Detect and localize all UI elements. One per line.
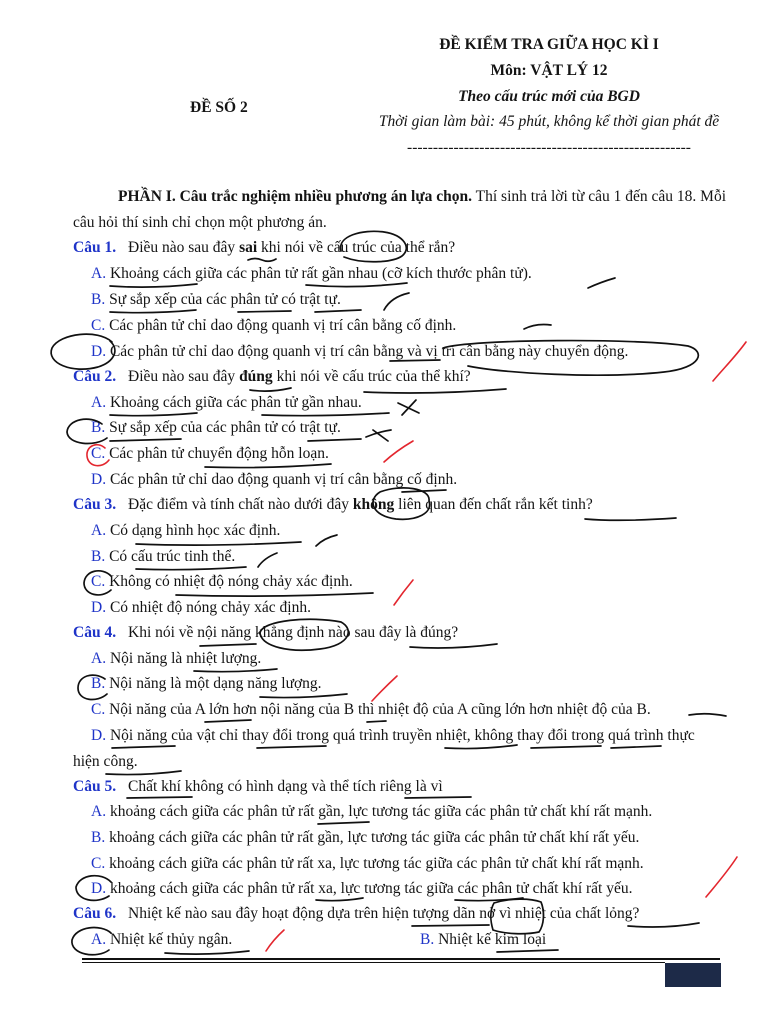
option-text: Nội năng của vật chỉ thay đổi trong quá trình truyền nhiệt, không thay đổi trong quá trình thực hiện công. <box>73 727 695 770</box>
option-letter: D. <box>91 727 107 744</box>
option-letter: C. <box>91 855 106 872</box>
option-text: khoảng cách giữa các phân tử rất gần, lực tương tác giữa các phân tử chất khí rất mạnh. <box>109 803 653 820</box>
exam-title: ĐỀ KIỂM TRA GIỮA HỌC KÌ I <box>439 36 659 53</box>
option-text: Khoảng cách giữa các phân tử rất gần nhau (cỡ kích thước phân tử). <box>109 265 532 282</box>
option-text: khoảng cách giữa các phân tử rất xa, lực tương tác giữa các phân tử chất khí rất yếu. <box>109 880 633 897</box>
option-text: Các phân tử chỉ dao động quanh vị trí cân bằng cố định. <box>109 317 457 334</box>
question-6-stem <box>73 901 639 927</box>
option-letter: B. <box>91 548 106 565</box>
pen-tick <box>588 278 615 288</box>
question-emphasis: đúng <box>239 368 273 385</box>
red-check <box>394 580 413 605</box>
option-letter: A. <box>91 265 107 282</box>
option-text: Khoảng cách giữa các phân tử gần nhau. <box>109 394 362 411</box>
option-letter: A. <box>91 650 107 667</box>
question-3-option-d <box>91 595 311 621</box>
option-text: Có cấu trúc tinh thể. <box>109 548 236 565</box>
option-letter: C. <box>91 317 106 334</box>
page-number-box <box>665 963 721 987</box>
red-check <box>713 342 746 381</box>
option-text: khoảng cách giữa các phân tử rất gần, lực tương tác giữa các phân tử chất khí rất yếu. <box>109 829 640 846</box>
option-text: Các phân tử chỉ dao động quanh vị trí cân bằng cố định. <box>109 471 458 488</box>
option-letter: D. <box>91 343 107 360</box>
exam-structure-note: Theo cấu trúc mới của BGD <box>458 88 640 105</box>
option-text: Có dạng hình học xác định. <box>109 522 281 539</box>
question-label: Câu 3. <box>73 496 117 513</box>
question-6-option-a <box>91 927 232 953</box>
question-5-option-c <box>91 851 644 877</box>
question-emphasis: sai <box>239 239 258 256</box>
option-letter: A. <box>91 394 107 411</box>
question-label: Câu 6. <box>73 905 117 922</box>
option-text: Sự sắp xếp của các phân tử có trật tự. <box>109 419 341 436</box>
question-4-option-d <box>73 723 718 775</box>
option-letter: C. <box>91 573 106 590</box>
question-label: Câu 5. <box>73 778 117 795</box>
option-text: Nội năng là một dạng năng lượng. <box>109 675 322 692</box>
question-text <box>128 496 593 513</box>
option-text: Các phân tử chuyển động hỗn loạn. <box>109 445 329 462</box>
question-text-part: khi nói về cấu trúc của thể rắn? <box>257 239 456 256</box>
pen-tick <box>316 535 337 546</box>
question-5-option-a <box>91 799 652 825</box>
pen-scribble <box>689 714 726 716</box>
question-label: Câu 1. <box>73 239 117 256</box>
option-text: Sự sắp xếp của các phân tử có trật tự. <box>109 291 341 308</box>
question-2-option-b <box>91 415 341 441</box>
option-letter: B. <box>420 931 435 948</box>
option-text: khoảng cách giữa các phân tử rất xa, lực tương tác giữa các phân tử chất khí rất mạnh. <box>109 855 644 872</box>
question-1-option-d <box>91 339 628 365</box>
option-text: Các phân tử chỉ dao động quanh vị trí cân bằng và vị trí cân bằng này chuyển động. <box>109 343 629 360</box>
section-heading: PHẦN I. Câu trắc nghiệm nhiều phương án lựa chọn. <box>118 188 473 205</box>
footer-rule <box>82 958 720 960</box>
question-text: Nhiệt kế nào sau đây hoạt động dựa trên hiện tượng dãn nở vì nhiệt của chất lỏng? <box>128 905 640 922</box>
pen-tick <box>524 325 551 330</box>
question-text <box>128 239 455 256</box>
exam-code: ĐỀ SỐ 2 <box>190 99 248 116</box>
question-1-option-c <box>91 313 456 339</box>
pen-cross <box>398 400 419 415</box>
option-text: Không có nhiệt độ nóng chảy xác định. <box>109 573 353 590</box>
option-letter: B. <box>91 291 106 308</box>
question-text-part: Điều nào sau đây <box>128 239 240 256</box>
option-letter: A. <box>91 803 107 820</box>
question-text <box>128 368 471 385</box>
question-1-option-a <box>91 261 532 287</box>
question-5-stem <box>73 774 443 800</box>
option-letter: B. <box>91 675 106 692</box>
exam-subject: Môn: VẬT LÝ 12 <box>490 62 608 79</box>
question-emphasis: không <box>352 496 395 513</box>
question-text: Khi nói về nội năng khẳng định nào sau đây là đúng? <box>128 624 459 641</box>
option-letter: D. <box>91 599 107 616</box>
option-letter: D. <box>91 471 107 488</box>
question-6-option-b <box>420 927 546 953</box>
pen-tick <box>258 553 277 567</box>
option-letter: A. <box>91 931 107 948</box>
option-letter: A. <box>91 522 107 539</box>
question-2-option-d <box>91 467 457 493</box>
question-3-stem <box>73 492 593 518</box>
question-5-option-b <box>91 825 639 851</box>
option-letter: B. <box>91 419 106 436</box>
question-text-part: liên quan đến chất rắn kết tinh? <box>394 496 593 513</box>
question-3-option-c <box>91 569 353 595</box>
option-text: Nhiệt kế kim loại <box>438 931 547 948</box>
red-check <box>384 441 413 462</box>
pen-tick <box>384 293 409 310</box>
option-text: Nội năng là nhiệt lượng. <box>109 650 262 667</box>
question-1-option-b <box>91 287 341 313</box>
question-text-part: khi nói về cấu trúc của thể khí? <box>272 368 471 385</box>
question-2-stem <box>73 364 471 390</box>
section-instructions: Thí sinh trả lời từ câu 1 đến câu 18. Mỗi câu hỏi thí sinh chỉ chọn một phương án. <box>73 188 726 231</box>
question-1-stem <box>73 235 455 261</box>
question-4-option-a <box>91 646 261 672</box>
question-4-option-b <box>91 671 322 697</box>
header-divider: ------------------------------------------------------- <box>407 139 691 156</box>
question-2-option-a <box>91 390 362 416</box>
option-text: Có nhiệt độ nóng chảy xác định. <box>109 599 311 616</box>
question-text: Chất khí không có hình dạng và thể tích riêng là vì <box>128 778 443 795</box>
red-check <box>266 930 284 951</box>
question-text-part: Điều nào sau đây <box>128 368 240 385</box>
question-3-option-a <box>91 518 280 544</box>
option-letter: B. <box>91 829 106 846</box>
question-4-option-c <box>91 697 651 723</box>
option-letter: D. <box>91 880 107 897</box>
footer-rule-thin <box>82 962 665 963</box>
question-label: Câu 4. <box>73 624 117 641</box>
question-3-option-b <box>91 544 235 570</box>
question-text-part: Đặc điểm và tính chất nào dưới đây <box>128 496 353 513</box>
question-5-option-d <box>91 876 632 902</box>
red-check <box>706 857 737 897</box>
pen-underline <box>585 518 676 520</box>
section-intro <box>73 184 738 236</box>
question-2-option-c <box>91 441 329 467</box>
question-label: Câu 2. <box>73 368 117 385</box>
question-4-stem <box>73 620 458 646</box>
option-text: Nhiệt kế thủy ngân. <box>109 931 233 948</box>
exam-time-note: Thời gian làm bài: 45 phút, không kể thời gian phát đề <box>378 113 720 130</box>
option-letter: C. <box>91 701 106 718</box>
option-text: Nội năng của A lớn hơn nội năng của B thì nhiệt độ của A cũng lớn hơn nhiệt độ của B. <box>109 701 651 718</box>
option-letter: C. <box>91 445 106 462</box>
pen-cross <box>366 430 391 441</box>
